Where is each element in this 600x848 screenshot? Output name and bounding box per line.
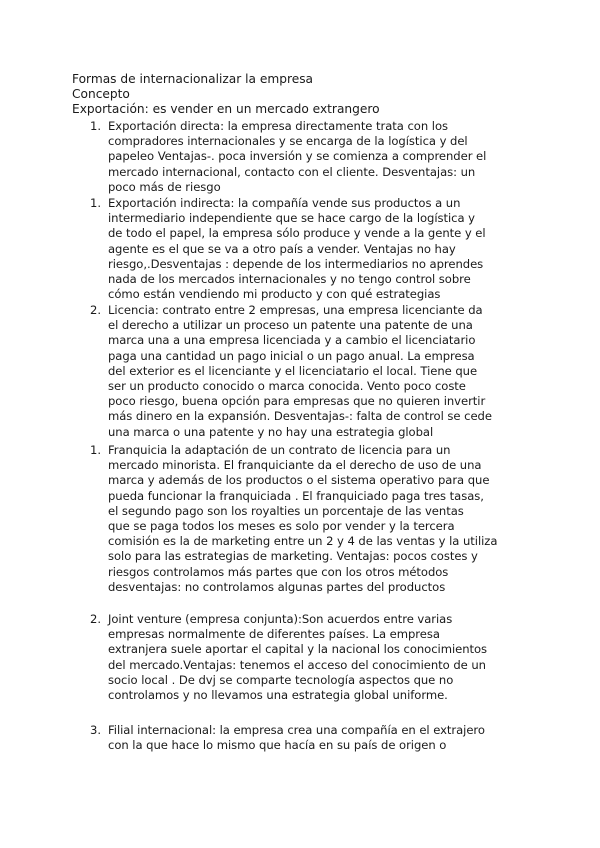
text-line: marca una a una empresa licenciada y a cambio el licenciatario <box>108 333 476 348</box>
text-line: riesgos controlamos más partes que con los otros métodos <box>108 564 449 579</box>
text-line: con la que hace lo mismo que hacía en su país de origen o <box>108 738 447 753</box>
list-number: 1. <box>90 119 102 133</box>
text-line: Joint venture (empresa conjunta):Son acuerdos entre varias <box>108 612 453 626</box>
list-item-text <box>108 612 528 703</box>
text-line: de todo el papel, la empresa sólo produce y vende a la gente y el <box>108 226 486 241</box>
text-line: marca y además de los productos o el sistema operativo para que <box>108 473 490 488</box>
text-line: cómo están vendiendo mi producto y con qué estrategias <box>108 287 441 302</box>
text-line: poco más de riesgo <box>108 179 221 194</box>
list-item-text <box>108 196 528 302</box>
text-line: compradores internacionales y se encarga de la logística y del <box>108 134 468 149</box>
document-subtitle: Concepto <box>72 87 130 101</box>
document-title: Formas de internacionalizar la empresa <box>72 72 314 86</box>
text-line: Exportación directa: la empresa directamente trata con los <box>108 119 448 133</box>
text-line: nada de los mercados internacionales y no tengo control sobre <box>108 272 471 287</box>
text-line: Franquicia la adaptación de un contrato de licencia para un <box>108 443 451 457</box>
text-line: mercado internacional, contacto con el cliente. Desventajas: un <box>108 164 476 179</box>
list-number: 1. <box>90 443 102 457</box>
list-item-text <box>108 119 528 195</box>
text-line: del mercado.Ventajas: tenemos el acceso del conocimiento de un <box>108 657 486 672</box>
text-line: una marca o una patente y no hay una estrategia global <box>108 424 434 439</box>
text-line: el segundo pago son los royalties un porcentaje de las ventas <box>108 503 464 518</box>
text-line: pueda funcionar la franquiciada . El franquiciado paga tres tasas, <box>108 488 484 503</box>
list-number: 2. <box>90 612 102 626</box>
definition-line: Exportación: es vender en un mercado extrangero <box>72 102 380 116</box>
text-line: comisión es la de marketing entre un 2 y 4 de las ventas y la utiliza <box>108 534 498 549</box>
text-line: paga una cantidad un pago inicial o un pago anual. La empresa <box>108 348 475 363</box>
text-line: Exportación indirecta: la compañía vende sus productos a un <box>108 196 461 210</box>
list-item-text <box>108 723 528 753</box>
text-line: Filial internacional: la empresa crea una compañía en el extrajero <box>108 723 485 737</box>
list-item-text <box>108 303 528 440</box>
text-line: poco riesgo, buena opción para empresas que no quieren invertir <box>108 394 486 409</box>
text-line: intermediario independiente que se hace cargo de la logística y <box>108 211 475 226</box>
text-line: controlamos y no llevamos una estrategia global uniforme. <box>108 688 448 703</box>
text-line: ser un producto conocido o marca conocida. Vento poco coste <box>108 379 466 394</box>
text-line: socio local . De dvj se comparte tecnología aspectos que no <box>108 672 454 687</box>
text-line: del exterior es el licenciante y el licenciatario el local. Tiene que <box>108 363 478 378</box>
list-item-text <box>108 443 528 595</box>
text-line: mercado minorista. El franquiciante da el derecho de uso de una <box>108 458 482 473</box>
list-number: 1. <box>90 196 102 210</box>
text-line: riesgo,.Desventajas : depende de los intermediarios no aprendes <box>108 256 484 271</box>
text-line: que se paga todos los meses es solo por vender y la tercera <box>108 519 455 534</box>
text-line: Licencia: contrato entre 2 empresas, una empresa licenciante da <box>108 303 483 317</box>
text-line: papeleo Ventajas-. poca inversión y se comienza a comprender el <box>108 149 487 164</box>
text-line: empresas normalmente de diferentes países. La empresa <box>108 627 440 642</box>
text-line: más dinero en la expansión. Desventajas-: falta de control se cede <box>108 409 492 424</box>
text-line: agente es el que se va a otro país a vender. Ventajas no hay <box>108 241 456 256</box>
text-line: solo para las estrategias de marketing. Ventajas: pocos costes y <box>108 549 478 564</box>
list-number: 3. <box>90 723 102 737</box>
text-line: extranjera suele aportar el capital y la nacional los conocimientos <box>108 642 488 657</box>
text-line: desventajas: no controlamos algunas partes del productos <box>108 579 446 594</box>
list-number: 2. <box>90 303 102 317</box>
text-line: el derecho a utilizar un proceso un patente una patente de una <box>108 318 473 333</box>
